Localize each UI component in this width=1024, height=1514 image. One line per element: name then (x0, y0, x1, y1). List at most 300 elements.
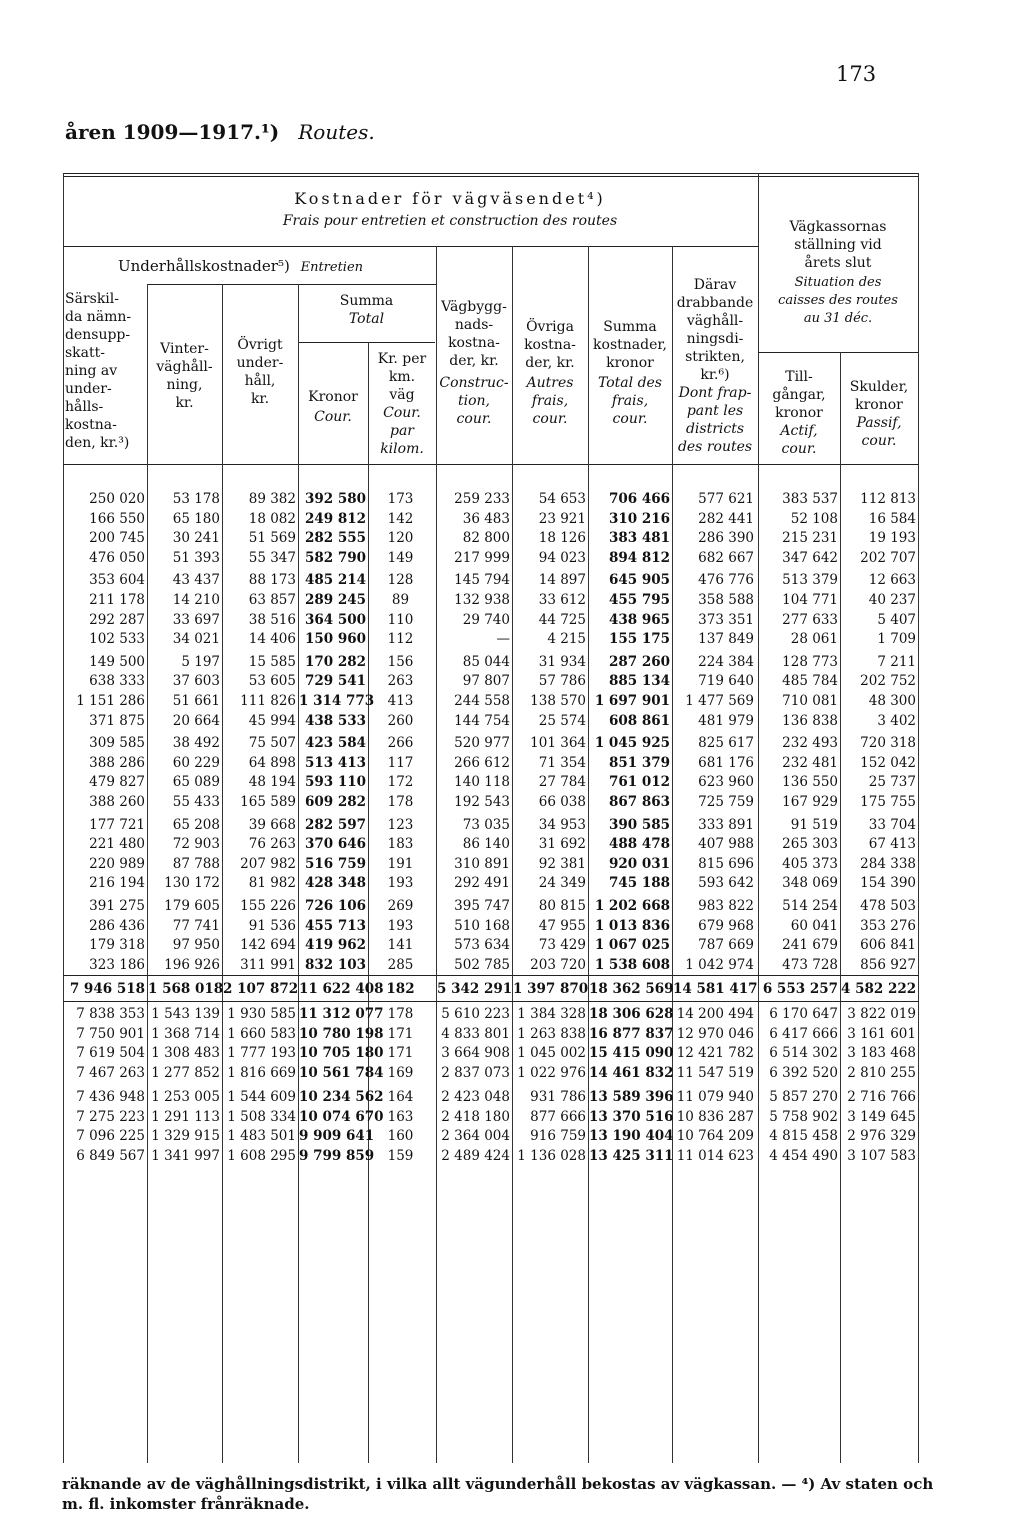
table-cell: 28 061 (790, 631, 838, 648)
table-cell: 725 759 (698, 794, 754, 810)
table-cell: 9 799 859 (299, 1147, 375, 1164)
table-cell: 165 589 (240, 794, 296, 810)
table-cell: 407 988 (698, 836, 754, 853)
table-cell: 931 786 (530, 1088, 586, 1105)
col-header-kronor-fr: Cour. (314, 409, 352, 425)
table-cell: 193 (387, 875, 414, 892)
table-cell: 1 067 025 (594, 937, 670, 954)
table-cell: 207 982 (240, 855, 296, 872)
table-cell: 13 370 516 (589, 1108, 674, 1125)
table-cell: 81 982 (248, 875, 296, 892)
table-cell: 18 362 569 (589, 981, 674, 997)
table-cell: 72 903 (172, 836, 220, 853)
group-rule (63, 246, 758, 247)
running-head-years: åren 1909—1917.¹) (65, 120, 280, 144)
table-cell: 89 (391, 592, 410, 608)
table-cell: 2 976 329 (847, 1128, 916, 1145)
table-cell: 14 210 (172, 592, 220, 608)
table-cell: 33 612 (538, 592, 586, 608)
col-header-skulder: Skulder, kronor (849, 379, 909, 413)
table-cell: 76 263 (248, 836, 296, 853)
col-header-vinter: Vinter- väghåll- ning, kr. (156, 341, 213, 411)
table-cell: 38 492 (172, 735, 220, 752)
table-cell: 55 433 (172, 794, 220, 810)
table-cell: 25 574 (538, 712, 586, 729)
table-cell: 159 (387, 1147, 414, 1164)
table-cell: 479 827 (89, 774, 145, 791)
table-cell: 706 466 (608, 491, 670, 507)
table-cell: 476 050 (89, 549, 145, 566)
table-cell: 282 441 (698, 510, 754, 527)
table-cell: 392 580 (304, 491, 366, 507)
col-header-sarskilda: Särskil- da nämn- densupp- skatt- ning av under- hålls- kostna- den, kr.³) (65, 291, 132, 451)
table-cell: 573 634 (454, 937, 510, 954)
table-cell: 152 042 (860, 754, 916, 771)
table-cell: 513 379 (782, 572, 838, 589)
table-cell: 289 245 (304, 592, 366, 608)
table-cell: 282 555 (304, 530, 366, 547)
table-cell: 13 589 396 (589, 1088, 674, 1105)
table-cell: 419 962 (304, 937, 366, 954)
table-cell: 155 226 (240, 898, 296, 914)
table-cell: 11 014 623 (676, 1147, 754, 1164)
table-cell: 171 (387, 1025, 414, 1042)
table-cell: 177 721 (89, 816, 145, 833)
table-cell: 128 773 (782, 653, 838, 670)
table-cell: 45 994 (248, 712, 296, 729)
table-cell: 364 500 (304, 611, 366, 628)
table-cell: 14 461 832 (589, 1065, 674, 1082)
table-cell: 196 926 (164, 956, 220, 973)
table-cell: 353 276 (860, 917, 916, 934)
table-cell: 1 608 295 (227, 1147, 296, 1164)
table-cell: 7 275 223 (76, 1108, 145, 1125)
table-cell: 2 364 004 (441, 1128, 510, 1145)
table-cell: 787 669 (698, 937, 754, 954)
table-cell: 266 (387, 735, 414, 752)
table-cell: 1 291 113 (151, 1108, 220, 1125)
table-cell: 6 514 302 (769, 1045, 838, 1062)
table-cell: 30 241 (172, 530, 220, 547)
table-cell: 202 707 (860, 549, 916, 566)
table-cell: 11 547 519 (676, 1065, 754, 1082)
table-cell: 178 (387, 794, 414, 810)
table-cell: 260 (387, 712, 414, 729)
running-head (65, 120, 375, 144)
table-cell: 3 107 583 (847, 1147, 916, 1164)
table-cell: 140 118 (454, 774, 510, 791)
table-cell: 53 605 (248, 673, 296, 690)
table-cell: 4 582 222 (841, 981, 917, 997)
table-cell: 16 877 837 (589, 1025, 674, 1042)
table-cell: 179 605 (164, 898, 220, 914)
table-cell: 719 640 (698, 673, 754, 690)
table-cell: 3 183 468 (847, 1045, 916, 1062)
table-cell: 40 237 (868, 592, 916, 608)
table-cell: 1 329 915 (151, 1128, 220, 1145)
table-cell: 266 612 (454, 754, 510, 771)
table-cell: 478 503 (860, 898, 916, 914)
table-cell: — (496, 631, 510, 648)
table-cell: 6 849 567 (76, 1147, 145, 1164)
table-cell: 2 423 048 (441, 1088, 510, 1105)
table-cell: 117 (387, 754, 414, 771)
table-cell: 63 857 (248, 592, 296, 608)
table-cell: 388 286 (89, 754, 145, 771)
table-cell: 7 436 948 (76, 1088, 145, 1105)
table-cell: 11 622 408 (299, 981, 384, 997)
table-cell: 111 826 (240, 693, 296, 709)
table-cell: 1 508 334 (227, 1108, 296, 1125)
table-cell: 13 425 311 (589, 1147, 674, 1164)
table-cell: 167 929 (782, 794, 838, 810)
table-cell: 292 491 (454, 875, 510, 892)
table-cell: 2 716 766 (847, 1088, 916, 1105)
table-cell: 5 758 902 (769, 1108, 838, 1125)
table-cell: 1 045 002 (517, 1045, 586, 1062)
table-cell: 132 938 (454, 592, 510, 608)
table-cell: 1 277 852 (151, 1065, 220, 1082)
table-cell: 27 784 (538, 774, 586, 791)
table-cell: 11 312 077 (299, 1006, 384, 1022)
table-cell: 502 785 (454, 956, 510, 973)
table-cell: 183 (387, 836, 414, 853)
table-cell: 2 418 180 (441, 1108, 510, 1125)
header-bottom-rule (63, 464, 919, 465)
table-cell: 510 168 (454, 917, 510, 934)
table-cell: 44 725 (538, 611, 586, 628)
table-cell: 353 604 (89, 572, 145, 589)
table-cell: 825 617 (698, 735, 754, 752)
table-cell: 123 (387, 816, 414, 833)
table-cell: 6 417 666 (769, 1025, 838, 1042)
table-cell: 31 934 (538, 653, 586, 670)
table-cell: 179 318 (89, 937, 145, 954)
table-cell: 5 407 (877, 611, 916, 628)
table-cell: 1 544 609 (227, 1088, 296, 1105)
kassor-group-title: Vägkassornas ställning vid årets slut (789, 219, 887, 271)
table-cell: 92 381 (538, 855, 586, 872)
table-cell: 88 173 (248, 572, 296, 589)
table-cell: 1 709 (877, 631, 916, 648)
table-cell: 65 180 (172, 510, 220, 527)
table-cell: 438 533 (304, 712, 366, 729)
table-cell: 178 (387, 1006, 414, 1022)
table-cell: 383 537 (782, 491, 838, 507)
table-cell: 5 342 291 (437, 981, 513, 997)
table-cell: 383 481 (608, 530, 670, 547)
table-cell: 29 740 (462, 611, 510, 628)
table-cell: 250 020 (89, 491, 145, 507)
table-cell: 55 347 (248, 549, 296, 566)
table-cell: 25 737 (868, 774, 916, 791)
table-cell: 14 897 (538, 572, 586, 589)
table-cell: 38 516 (248, 611, 296, 628)
col-header-krper: Kr. per km. väg (377, 351, 427, 403)
col-header-summa-fr: Total (348, 311, 385, 327)
table-cell: 149 500 (89, 653, 145, 670)
table-cell: 244 558 (454, 693, 510, 709)
table-cell: 726 106 (304, 898, 366, 914)
table-cell: 136 550 (782, 774, 838, 791)
table-cell: 1 022 976 (517, 1065, 586, 1082)
table-cell: 10 764 209 (676, 1128, 754, 1145)
table-cell: 154 390 (860, 875, 916, 892)
table-cell: 120 (387, 530, 414, 547)
table-cell: 1 042 974 (685, 956, 754, 973)
table-cell: 286 436 (89, 917, 145, 934)
table-cell: 514 254 (782, 898, 838, 914)
table-cell: 513 413 (304, 754, 366, 771)
table-cell: 43 437 (172, 572, 220, 589)
summa-rule (298, 342, 435, 343)
table-cell: 1 483 501 (227, 1128, 296, 1145)
col-header-darav-fr: Dont frap- pant les districts des routes (677, 385, 753, 455)
col-header-summakost: Summa kostnader, kronor (593, 319, 667, 371)
table-cell: 211 178 (89, 592, 145, 608)
table-cell: 347 642 (782, 549, 838, 566)
table-cell: 7 838 353 (76, 1006, 145, 1022)
table-cell: 856 927 (860, 956, 916, 973)
table-cell: 14 200 494 (676, 1006, 754, 1022)
table-cell: 142 694 (240, 937, 296, 954)
table-cell: 920 031 (608, 855, 670, 872)
table-cell: 104 771 (782, 592, 838, 608)
table-cell: 473 728 (782, 956, 838, 973)
total-top-rule (63, 975, 919, 976)
table-cell: 169 (387, 1065, 414, 1082)
table-cell: 488 478 (608, 836, 670, 853)
table-cell: 7 467 263 (76, 1065, 145, 1082)
table-cell: 97 950 (172, 937, 220, 954)
table-cell: 172 (387, 774, 414, 791)
table-cell: 39 668 (248, 816, 296, 833)
table-cell: 1 341 997 (151, 1147, 220, 1164)
table-cell: 582 790 (304, 549, 366, 566)
table-cell: 1 568 018 (148, 981, 224, 997)
col-header-vagbygg: Vägbygg- nads- kostna- der, kr. (441, 299, 507, 369)
table-cell: 265 303 (782, 836, 838, 853)
footnote: räknande av de väghållningsdistrikt, i vilka allt vägunderhåll bekostas av vägkassan. — ⁴) Av staten och m. fl. inkomster frånräknade. (62, 1475, 934, 1513)
col-header-summa: Summa (339, 293, 394, 309)
table-cell: 166 550 (89, 510, 145, 527)
table-cell: 47 955 (538, 917, 586, 934)
table-cell: 286 390 (698, 530, 754, 547)
table-cell: 94 023 (538, 549, 586, 566)
table-cell: 155 175 (608, 631, 670, 648)
underhall-group-sv: Underhållskostnader⁵) (118, 257, 290, 275)
table-cell: 14 406 (248, 631, 296, 648)
table-cell: 282 597 (304, 816, 366, 833)
table-cell: 323 186 (89, 956, 145, 973)
table-cell: 192 543 (454, 794, 510, 810)
table-cell: 18 126 (538, 530, 586, 547)
table-cell: 51 661 (172, 693, 220, 709)
table-cell: 455 795 (608, 592, 670, 608)
table-cell: 163 (387, 1108, 414, 1125)
table-cell: 1 697 901 (594, 693, 670, 709)
table-cell: 885 134 (608, 673, 670, 690)
table-cell: 761 012 (608, 774, 670, 791)
table-right-border (918, 173, 919, 1463)
table-cell: 102 533 (89, 631, 145, 648)
table-cell: 333 891 (698, 816, 754, 833)
table-cell: 815 696 (698, 855, 754, 872)
table-cell: 4 815 458 (769, 1128, 838, 1145)
table-cell: 7 619 504 (76, 1045, 145, 1062)
table-cell: 19 193 (868, 530, 916, 547)
table-cell: 12 970 046 (676, 1025, 754, 1042)
col-header-kronor: Kronor (308, 389, 358, 405)
table-cell: 193 (387, 917, 414, 934)
table-cell: 12 663 (868, 572, 916, 589)
table-cell: 110 (387, 611, 414, 628)
table-cell: 202 752 (860, 673, 916, 690)
table-cell: 224 384 (698, 653, 754, 670)
table-cell: 520 977 (454, 735, 510, 752)
table-cell: 23 921 (538, 510, 586, 527)
table-cell: 3 402 (877, 712, 916, 729)
table-cell: 370 646 (304, 836, 366, 853)
table-cell: 3 161 601 (847, 1025, 916, 1042)
table-cell: 7 096 225 (76, 1128, 145, 1145)
col-header-vagbygg-fr: Construc- tion, cour. (439, 375, 509, 427)
kassor-rule (758, 352, 918, 353)
table-cell: 138 570 (530, 693, 586, 709)
table-cell: 130 172 (164, 875, 220, 892)
table-cell: 1 397 870 (513, 981, 589, 997)
table-cell: 983 822 (698, 898, 754, 914)
table-cell: 371 875 (89, 712, 145, 729)
table-cell: 18 082 (248, 510, 296, 527)
page-number: 173 (836, 62, 877, 86)
table-cell: 606 841 (860, 937, 916, 954)
table-cell: 277 633 (782, 611, 838, 628)
table-cell: 33 697 (172, 611, 220, 628)
table-cell: 720 318 (860, 735, 916, 752)
table-cell: 1 253 005 (151, 1088, 220, 1105)
col-header-summakost-fr: Total des frais, cour. (597, 375, 662, 427)
table-cell: 60 229 (172, 754, 220, 771)
col-header-ovrigt: Övrigt under- håll, kr. (236, 337, 284, 407)
table-cell: 405 373 (782, 855, 838, 872)
table-cell: 1 368 714 (151, 1025, 220, 1042)
table-cell: 1 314 773 (299, 693, 375, 709)
table-cell: 6 170 647 (769, 1006, 838, 1022)
table-cell: 608 861 (608, 712, 670, 729)
table-cell: 15 415 090 (589, 1045, 674, 1062)
table-cell: 221 480 (89, 836, 145, 853)
table-cell: 1 777 193 (227, 1045, 296, 1062)
table-cell: 89 382 (248, 491, 296, 507)
table-cell: 48 300 (868, 693, 916, 709)
table-cell: 9 909 641 (299, 1128, 375, 1145)
table-top-rule (63, 173, 919, 174)
table-cell: 593 642 (698, 875, 754, 892)
table-cell: 2 837 073 (441, 1065, 510, 1082)
table-cell: 200 745 (89, 530, 145, 547)
table-cell: 71 354 (538, 754, 586, 771)
table-cell: 15 585 (248, 653, 296, 670)
table-cell: 259 233 (454, 491, 510, 507)
table-cell: 851 379 (608, 754, 670, 771)
table-cell: 348 069 (782, 875, 838, 892)
table-cell: 309 585 (89, 735, 145, 752)
table-cell: 1 263 838 (517, 1025, 586, 1042)
table-cell: 3 149 645 (847, 1108, 916, 1125)
table-cell: 593 110 (304, 774, 366, 791)
table-cell: 1 013 836 (594, 917, 670, 934)
table-cell: 292 287 (89, 611, 145, 628)
table-cell: 1 477 569 (685, 693, 754, 709)
table-cell: 10 561 784 (299, 1065, 384, 1082)
table-cell: 390 585 (608, 816, 670, 833)
table-cell: 867 863 (608, 794, 670, 810)
table-cell: 54 653 (538, 491, 586, 507)
table-cell: 4 833 801 (441, 1025, 510, 1042)
table-cell: 164 (387, 1088, 414, 1105)
table-cell: 6 553 257 (762, 981, 838, 997)
table-cell: 13 190 404 (589, 1128, 674, 1145)
table-cell: 710 081 (782, 693, 838, 709)
col-header-skulder-fr: Passif, cour. (856, 415, 902, 449)
table-cell: 65 089 (172, 774, 220, 791)
table-cell: 86 140 (462, 836, 510, 853)
table-cell: 395 747 (454, 898, 510, 914)
table-cell: 1 045 925 (594, 735, 670, 752)
table-cell: 1 384 328 (517, 1006, 586, 1022)
table-cell: 577 621 (698, 491, 754, 507)
col-header-ovriga-fr: Autres frais, cour. (526, 375, 574, 427)
table-cell: 48 194 (248, 774, 296, 791)
table-cell: 144 754 (454, 712, 510, 729)
table-cell: 894 812 (608, 549, 670, 566)
table-cell: 1 538 608 (594, 956, 670, 973)
table-cell: 232 481 (782, 754, 838, 771)
table-cell: 5 197 (181, 653, 220, 670)
table-cell: 481 979 (698, 712, 754, 729)
table-cell: 33 704 (868, 816, 916, 833)
table-cell: 1 151 286 (76, 693, 145, 709)
table-cell: 438 965 (608, 611, 670, 628)
table-cell: 10 836 287 (676, 1108, 754, 1125)
table-cell: 191 (387, 855, 414, 872)
col-header-ovriga: Övriga kostna- der, kr. (524, 319, 576, 371)
col-header-darav: Därav drabbande väghåll- ningsdi- strikten, kr.⁶) (676, 277, 754, 383)
underhall-group-fr: Entretien (300, 260, 364, 275)
table-cell: 1 202 668 (594, 898, 670, 914)
table-cell: 10 780 198 (299, 1025, 384, 1042)
table-cell: 269 (387, 898, 414, 914)
table-cell: 285 (387, 956, 414, 973)
table-cell: 175 755 (860, 794, 916, 810)
table-cell: 1 308 483 (151, 1045, 220, 1062)
table-cell: 832 103 (304, 956, 366, 973)
table-cell: 112 813 (860, 491, 916, 507)
table-cell: 10 705 180 (299, 1045, 384, 1062)
table-cell: 10 234 562 (299, 1088, 384, 1105)
table-cell: 2 810 255 (847, 1065, 916, 1082)
table-cell: 388 260 (89, 794, 145, 810)
underhall-group-title (118, 257, 363, 275)
table-cell: 1 543 139 (151, 1006, 220, 1022)
table-cell: 52 108 (790, 510, 838, 527)
table-cell: 97 807 (462, 673, 510, 690)
table-cell: 263 (387, 673, 414, 690)
table-cell: 287 260 (608, 653, 670, 670)
table-cell: 310 216 (608, 510, 670, 527)
table-cell: 311 991 (240, 956, 296, 973)
